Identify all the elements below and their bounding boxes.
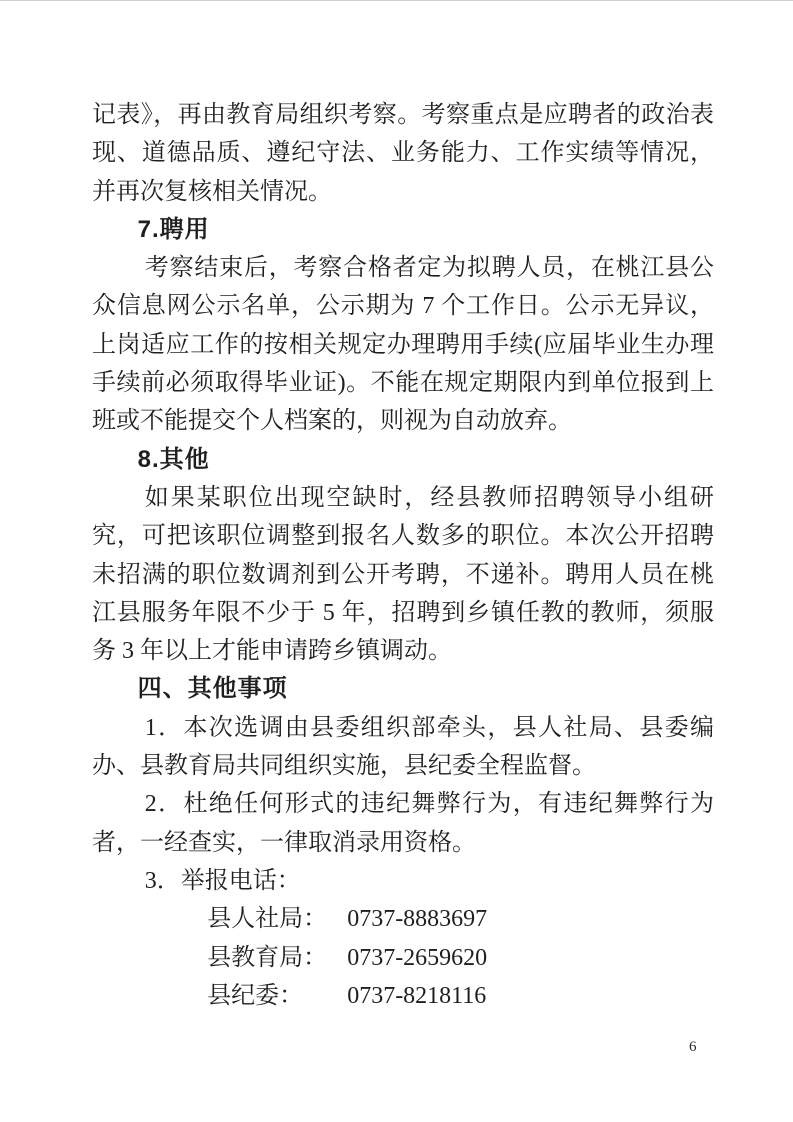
contact-line-renshe-bureau [92,900,714,938]
contact-line-education-bureau [92,939,714,977]
document-content [92,96,714,1015]
paragraph-report-phone-lead: 3．举报电话： [144,867,301,894]
contact-phone-renshe-bureau: 0737-8883697 [347,906,488,933]
page-number: 6 [689,1039,697,1055]
heading-7-employment: 7.聘用 [137,215,210,243]
heading-8-other: 8.其他 [137,445,210,473]
paragraph-other-matters-item-1: 1．本次选调由县委组织部牵头，县人社局、县委编办、县教育局共同组织实施，县纪委全程监督。 [92,714,714,780]
contact-phone-discipline-committee: 0737-8218116 [347,982,487,1009]
paragraph-other-matters-item-2: 2．杜绝任何形式的违纪舞弊行为，有违纪舞弊行为者，一经查实，一律取消录用资格。 [92,791,714,856]
contact-line-discipline-committee [92,977,714,1015]
scan-edge-line [0,0,793,1]
paragraph-inspection-continuation: 记表》，再由教育局组织考察。考察重点是应聘者的政治表现、道德品质、遵纪守法、业务能力、工作实绩等情况，并再次复核相关情况。 [92,102,714,205]
paragraph-employment: 考察结束后，考察合格者定为拟聘人员，在桃江县公众信息网公示名单，公示期为 7 个工作日。公示无异议，上岗适应工作的按相关规定办理聘用手续(应届毕业生办理手续前必须取得毕业证)。不能在规定期限内到单位报到上班或不能提交个人档案的，则视为自动放弃。 [92,255,714,435]
contact-label-renshe-bureau: 县人社局： [207,906,328,933]
contact-label-discipline-committee: 县纪委： [207,982,304,1009]
contact-label-education-bureau: 县教育局： [207,944,328,971]
contact-phone-education-bureau: 0737-2659620 [347,944,488,971]
heading-section4-other-matters: 四、其他事项 [137,675,288,703]
paragraph-other: 如果某职位出现空缺时，经县教师招聘领导小组研究，可把该职位调整到报名人数多的职位。本次公开招聘未招满的职位数调剂到公开考聘，不递补。聘用人员在桃江县服务年限不少于 5 年，招聘到乡镇任教的教师，须服务 3 年以上才能申请跨乡镇调动。 [92,484,714,665]
